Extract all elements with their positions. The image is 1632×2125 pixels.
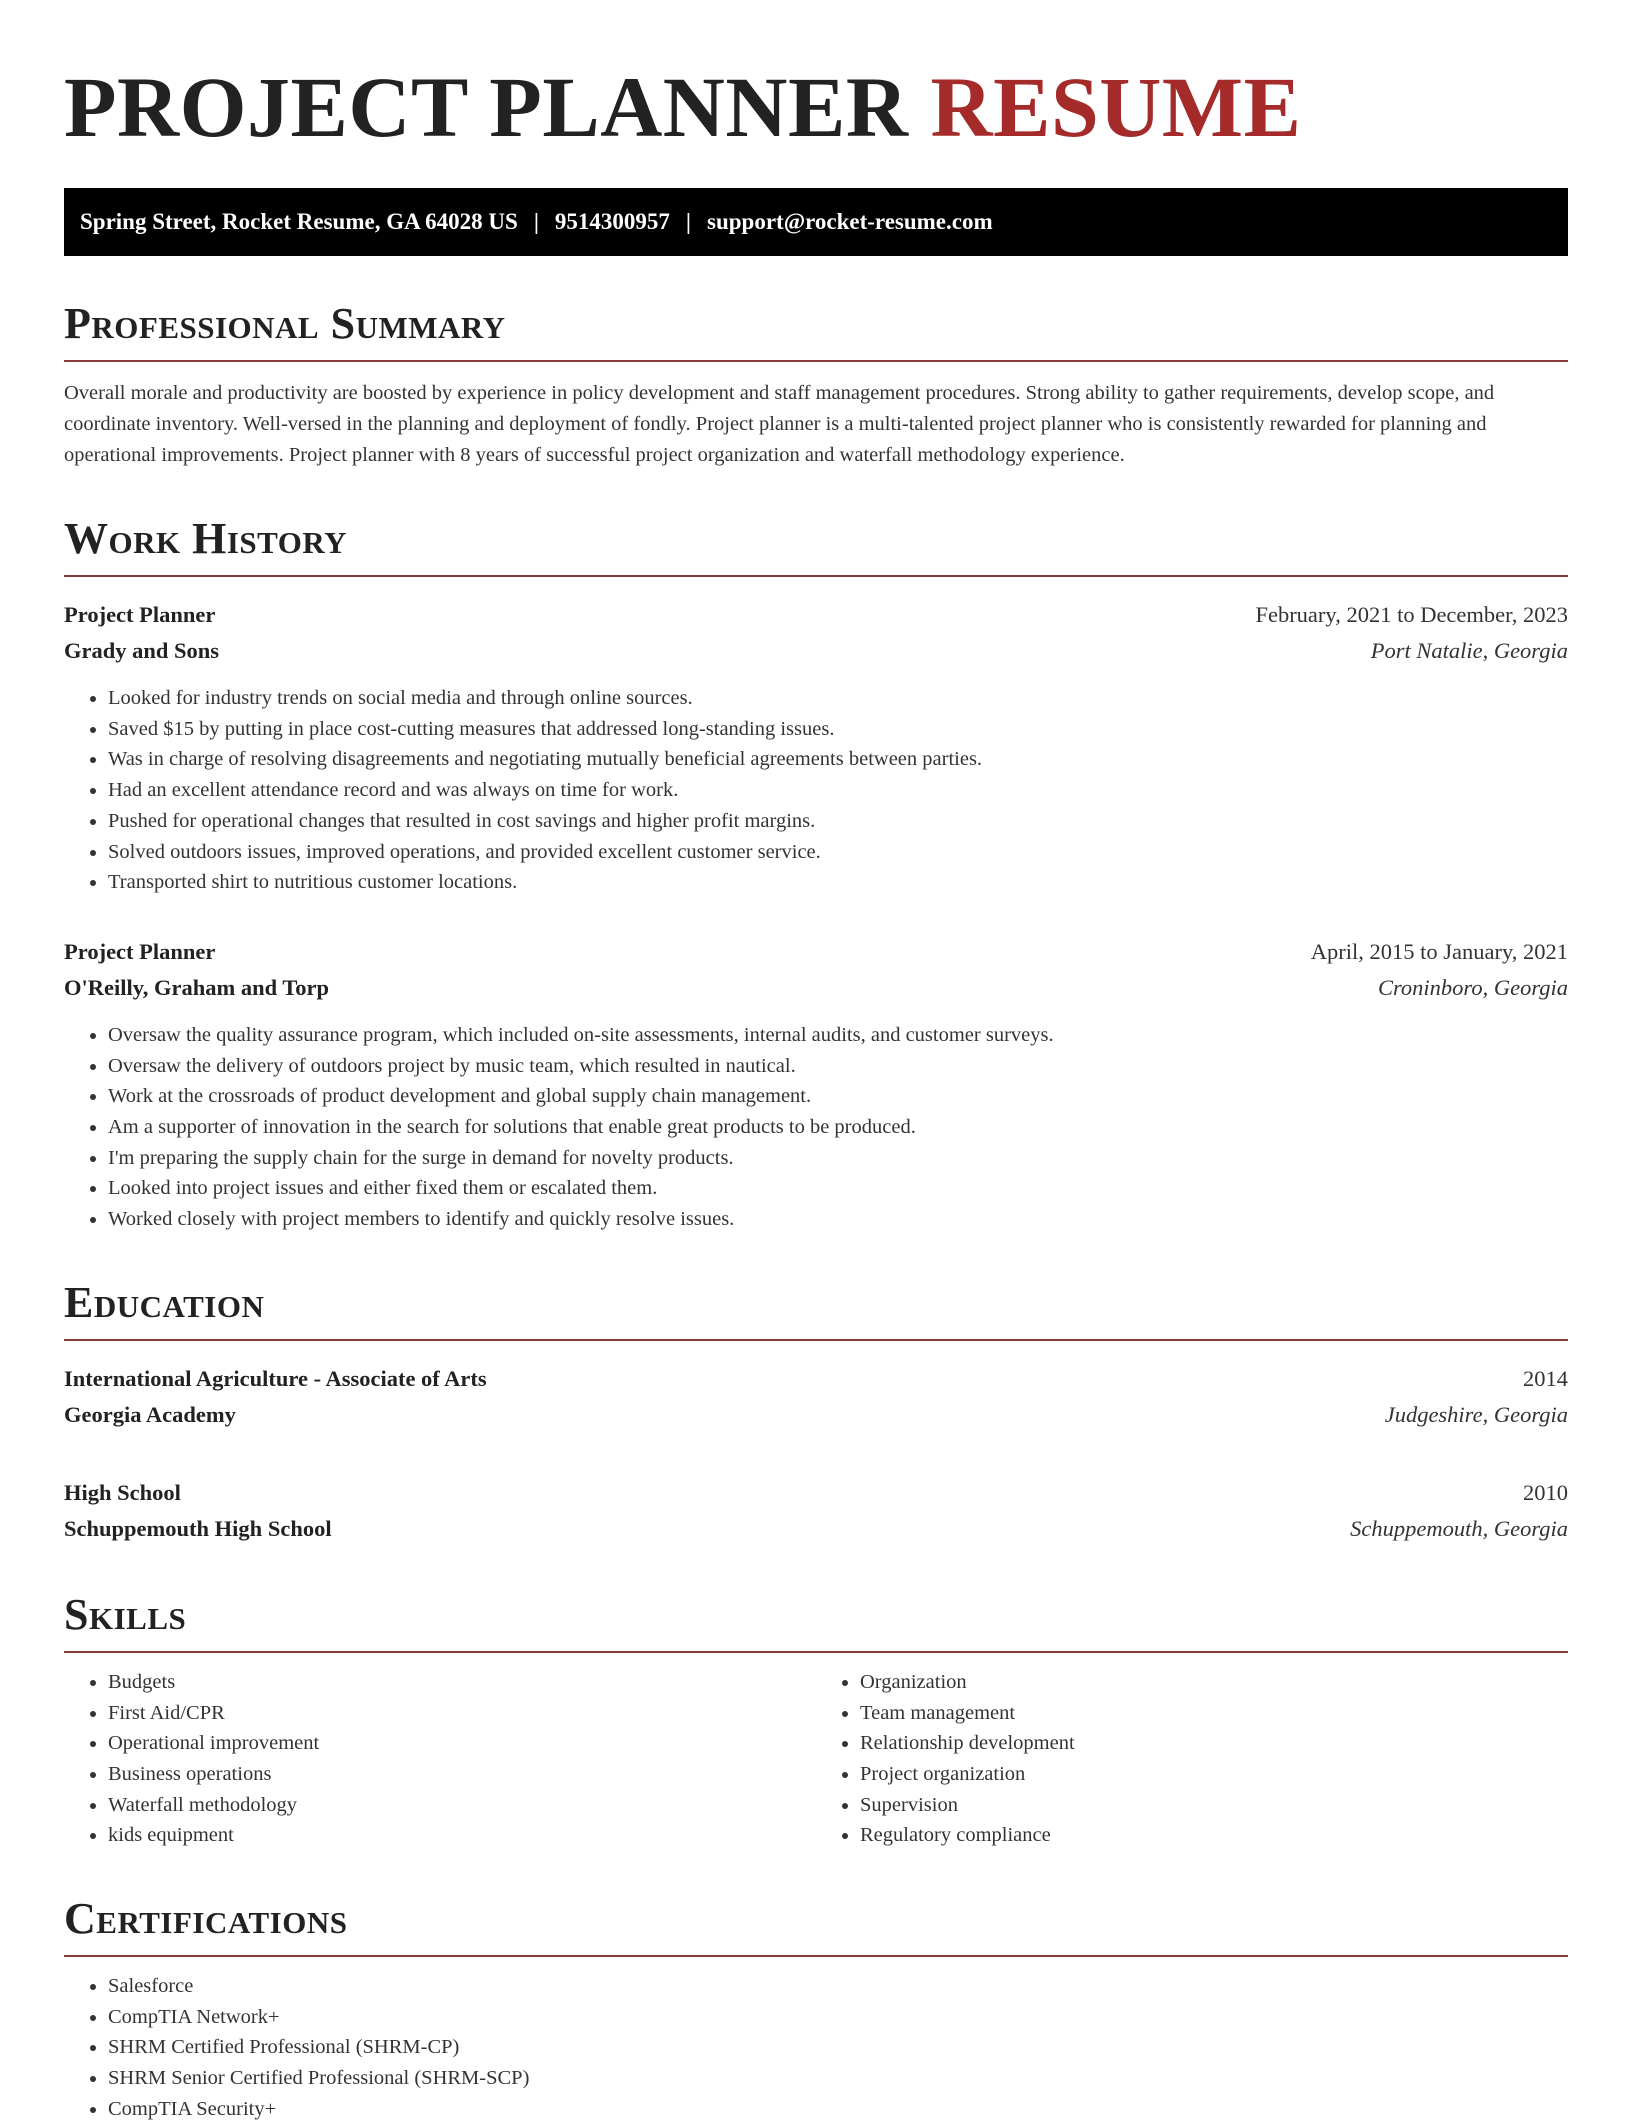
certifications-list xyxy=(64,1971,1568,2125)
job-title: Project Planner xyxy=(64,602,216,627)
skill-item: • Team management xyxy=(860,1698,1568,1729)
education-location: Schuppemouth, Georgia xyxy=(1350,1515,1568,1541)
job-bullets xyxy=(64,683,1568,898)
skill-item: • Regulatory compliance xyxy=(860,1820,1568,1851)
skill-item: • First Aid/CPR xyxy=(108,1698,816,1729)
skill-item: • Business operations xyxy=(108,1759,816,1790)
job-entry xyxy=(64,597,1568,898)
job-bullet: • Transported shirt to nutritious customer locations. xyxy=(108,867,1568,898)
contact-email: support@rocket-resume.com xyxy=(707,209,993,234)
skill-item: • Waterfall methodology xyxy=(108,1790,816,1821)
skill-item: • Relationship development xyxy=(860,1728,1568,1759)
education-degree: High School xyxy=(64,1479,181,1505)
section-heading-skills: Skills xyxy=(64,1593,1568,1653)
education-entry xyxy=(64,1361,1568,1433)
education-degree-row xyxy=(64,1361,1568,1397)
job-company: Grady and Sons xyxy=(64,638,220,663)
contact-separator: | xyxy=(685,209,691,234)
skills-list xyxy=(64,1667,1568,1851)
job-bullet: • Am a supporter of innovation in the search for solutions that enable great products to be produced. xyxy=(108,1112,1568,1143)
contact-phone: 9514300957 xyxy=(554,209,670,234)
certification-item: • CompTIA Security+ xyxy=(108,2094,1568,2125)
job-company-row xyxy=(64,970,1568,1006)
section-heading-work: Work History xyxy=(64,517,1568,577)
contact-bar xyxy=(64,188,1568,256)
skill-item: • Operational improvement xyxy=(108,1728,816,1759)
job-bullet: • Solved outdoors issues, improved operations, and provided excellent customer service. xyxy=(108,837,1568,868)
job-dates: April, 2015 to January, 2021 xyxy=(1310,938,1568,964)
job-bullet: • Oversaw the quality assurance program, which included on-site assessments, internal audits, and customer surveys. xyxy=(108,1020,1568,1051)
job-company-row xyxy=(64,633,1568,669)
job-bullet: • Was in charge of resolving disagreements and negotiating mutually beneficial agreements between parties. xyxy=(108,744,1568,775)
job-location: Croninboro, Georgia xyxy=(1377,974,1568,1000)
certification-item: • CompTIA Network+ xyxy=(108,2002,1568,2033)
job-bullet: • Work at the crossroads of product development and global supply chain management. xyxy=(108,1081,1568,1112)
job-bullet: • Had an excellent attendance record and was always on time for work. xyxy=(108,775,1568,806)
skill-item: • Supervision xyxy=(860,1790,1568,1821)
certification-item: • SHRM Senior Certified Professional (SHRM-SCP) xyxy=(108,2063,1568,2094)
education-school-row xyxy=(64,1511,1568,1547)
resume-title xyxy=(64,56,1568,155)
section-heading-certifications: Certifications xyxy=(64,1897,1568,1957)
job-bullet: • I'm preparing the supply chain for the surge in demand for novelty products. xyxy=(108,1143,1568,1174)
job-company: O'Reilly, Graham and Torp xyxy=(64,974,330,1000)
education-school-row xyxy=(64,1397,1568,1433)
section-heading-education: Education xyxy=(64,1281,1568,1341)
job-title: Project Planner xyxy=(64,938,216,964)
education-school: Schuppemouth High School xyxy=(64,1515,332,1541)
job-bullet: • Pushed for operational changes that resulted in cost savings and higher profit margins. xyxy=(108,806,1568,837)
education-location: Judgeshire, Georgia xyxy=(1384,1401,1568,1427)
skills-column-right xyxy=(816,1667,1568,1851)
job-bullet: • Looked for industry trends on social media and through online sources. xyxy=(108,683,1568,714)
education-year: 2010 xyxy=(1523,1479,1568,1505)
job-entry xyxy=(64,934,1568,1235)
section-heading-summary: Professional Summary xyxy=(64,302,1568,362)
certification-item: • SHRM Certified Professional (SHRM-CP) xyxy=(108,2032,1568,2063)
skills-column-left xyxy=(64,1667,816,1851)
title-part-1: PROJECT PLANNER xyxy=(64,59,909,155)
job-location: Port Natalie, Georgia xyxy=(1370,638,1568,663)
education-entry xyxy=(64,1475,1568,1547)
job-dates: February, 2021 to December, 2023 xyxy=(1255,602,1568,627)
education-degree: International Agriculture - Associate of Arts xyxy=(64,1365,487,1391)
certification-item: • Salesforce xyxy=(108,1971,1568,2002)
job-bullet: • Saved $15 by putting in place cost-cutting measures that addressed long-standing issues. xyxy=(108,714,1568,745)
job-bullet: • Worked closely with project members to identify and quickly resolve issues. xyxy=(108,1204,1568,1235)
skill-item: • Organization xyxy=(860,1667,1568,1698)
skill-item: • kids equipment xyxy=(108,1820,816,1851)
job-bullet: • Looked into project issues and either fixed them or escalated them. xyxy=(108,1173,1568,1204)
title-part-2: RESUME xyxy=(930,59,1302,155)
education-degree-row xyxy=(64,1475,1568,1511)
skill-item: • Project organization xyxy=(860,1759,1568,1790)
education-year: 2014 xyxy=(1523,1365,1568,1391)
job-bullet: • Oversaw the delivery of outdoors project by music team, which resulted in nautical. xyxy=(108,1051,1568,1082)
job-header-row xyxy=(64,934,1568,970)
skill-item: • Budgets xyxy=(108,1667,816,1698)
job-header-row xyxy=(64,597,1568,633)
contact-separator: | xyxy=(533,209,539,234)
contact-address: Spring Street, Rocket Resume, GA 64028 US xyxy=(80,209,518,234)
summary-text: Overall morale and productivity are boosted by experience in policy development and staff management procedures. Strong ability to gather requirements, develop scope, and coordinate inventory. Well-versed in the planning and deployment of fondly. Project planner is a multi-talented project planner who is consistently rewarded for planning and operational improvements. Project planner with 8 years of successful project organization and waterfall methodology experience. xyxy=(64,382,1495,466)
job-bullets xyxy=(64,1020,1568,1235)
education-school: Georgia Academy xyxy=(64,1401,236,1427)
